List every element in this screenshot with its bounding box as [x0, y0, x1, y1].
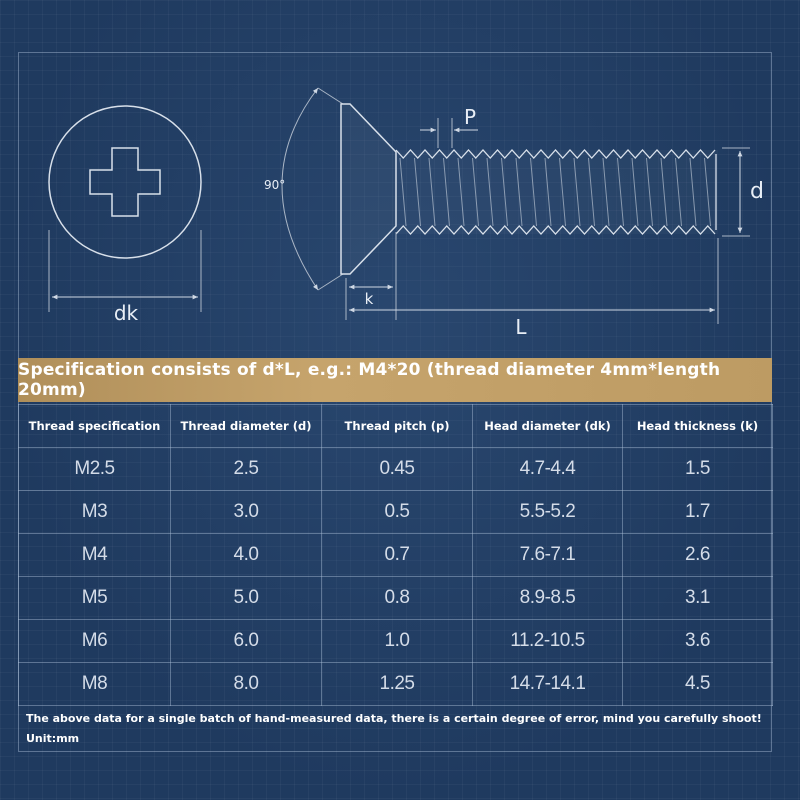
phillips-cross-icon [90, 148, 160, 216]
cell-diameter: 2.5 [171, 448, 322, 491]
cell-pitch: 0.5 [322, 491, 473, 534]
angle-label: 90° [264, 178, 286, 192]
header-head-diameter: Head diameter (dk) [473, 405, 623, 448]
cell-spec: M3 [19, 491, 171, 534]
k-label: k [364, 290, 374, 308]
header-thread-pitch: Thread pitch (p) [322, 405, 473, 448]
specification-table [18, 404, 773, 706]
table-row [19, 663, 773, 706]
header-head-thickness: Head thickness (k) [623, 405, 773, 448]
cell-head-thickness: 4.5 [623, 663, 773, 706]
cell-head-diameter: 5.5-5.2 [473, 491, 623, 534]
cell-spec: M8 [19, 663, 171, 706]
table-row [19, 448, 773, 491]
angle-arc [282, 88, 318, 290]
table-row [19, 620, 773, 663]
footer-notes [26, 709, 766, 749]
cell-spec: M6 [19, 620, 171, 663]
cell-pitch: 1.0 [322, 620, 473, 663]
cell-pitch: 0.8 [322, 577, 473, 620]
cell-head-diameter: 14.7-14.1 [473, 663, 623, 706]
cell-diameter: 5.0 [171, 577, 322, 620]
cell-head-diameter: 4.7-4.4 [473, 448, 623, 491]
L-label: L [515, 315, 527, 339]
cell-head-thickness: 3.1 [623, 577, 773, 620]
measurement-note: The above data for a single batch of hand-measured data, there is a certain degree of error, mind you carefully shoot! [26, 712, 762, 725]
cell-head-diameter: 8.9-8.5 [473, 577, 623, 620]
cell-pitch: 0.45 [322, 448, 473, 491]
d-label: d [750, 179, 764, 204]
screw-diagram [0, 0, 800, 360]
table-header-row [19, 405, 773, 448]
cell-head-thickness: 1.7 [623, 491, 773, 534]
cell-head-thickness: 1.5 [623, 448, 773, 491]
countersunk-head [341, 104, 396, 274]
cell-pitch: 1.25 [322, 663, 473, 706]
specification-banner [18, 358, 772, 402]
table-row [19, 577, 773, 620]
cell-spec: M4 [19, 534, 171, 577]
cell-head-thickness: 2.6 [623, 534, 773, 577]
cell-spec: M2.5 [19, 448, 171, 491]
cell-diameter: 4.0 [171, 534, 322, 577]
header-thread-specification: Thread specification [19, 405, 171, 448]
unit-note: Unit:mm [26, 732, 80, 745]
cell-diameter: 6.0 [171, 620, 322, 663]
dk-label: dk [113, 301, 139, 325]
banner-text: Specification consists of d*L, e.g.: M4*20 (thread diameter 4mm*length 20mm) [18, 360, 721, 400]
cell-diameter: 3.0 [171, 491, 322, 534]
cell-head-diameter: 7.6-7.1 [473, 534, 623, 577]
cell-head-diameter: 11.2-10.5 [473, 620, 623, 663]
table-row [19, 491, 773, 534]
screw-head-top-view [49, 106, 201, 325]
pitch-label: P [463, 105, 477, 129]
table-row [19, 534, 773, 577]
cell-diameter: 8.0 [171, 663, 322, 706]
header-thread-diameter: Thread diameter (d) [171, 405, 322, 448]
screw-side-view [264, 88, 764, 339]
cell-pitch: 0.7 [322, 534, 473, 577]
cell-head-thickness: 3.6 [623, 620, 773, 663]
cell-spec: M5 [19, 577, 171, 620]
